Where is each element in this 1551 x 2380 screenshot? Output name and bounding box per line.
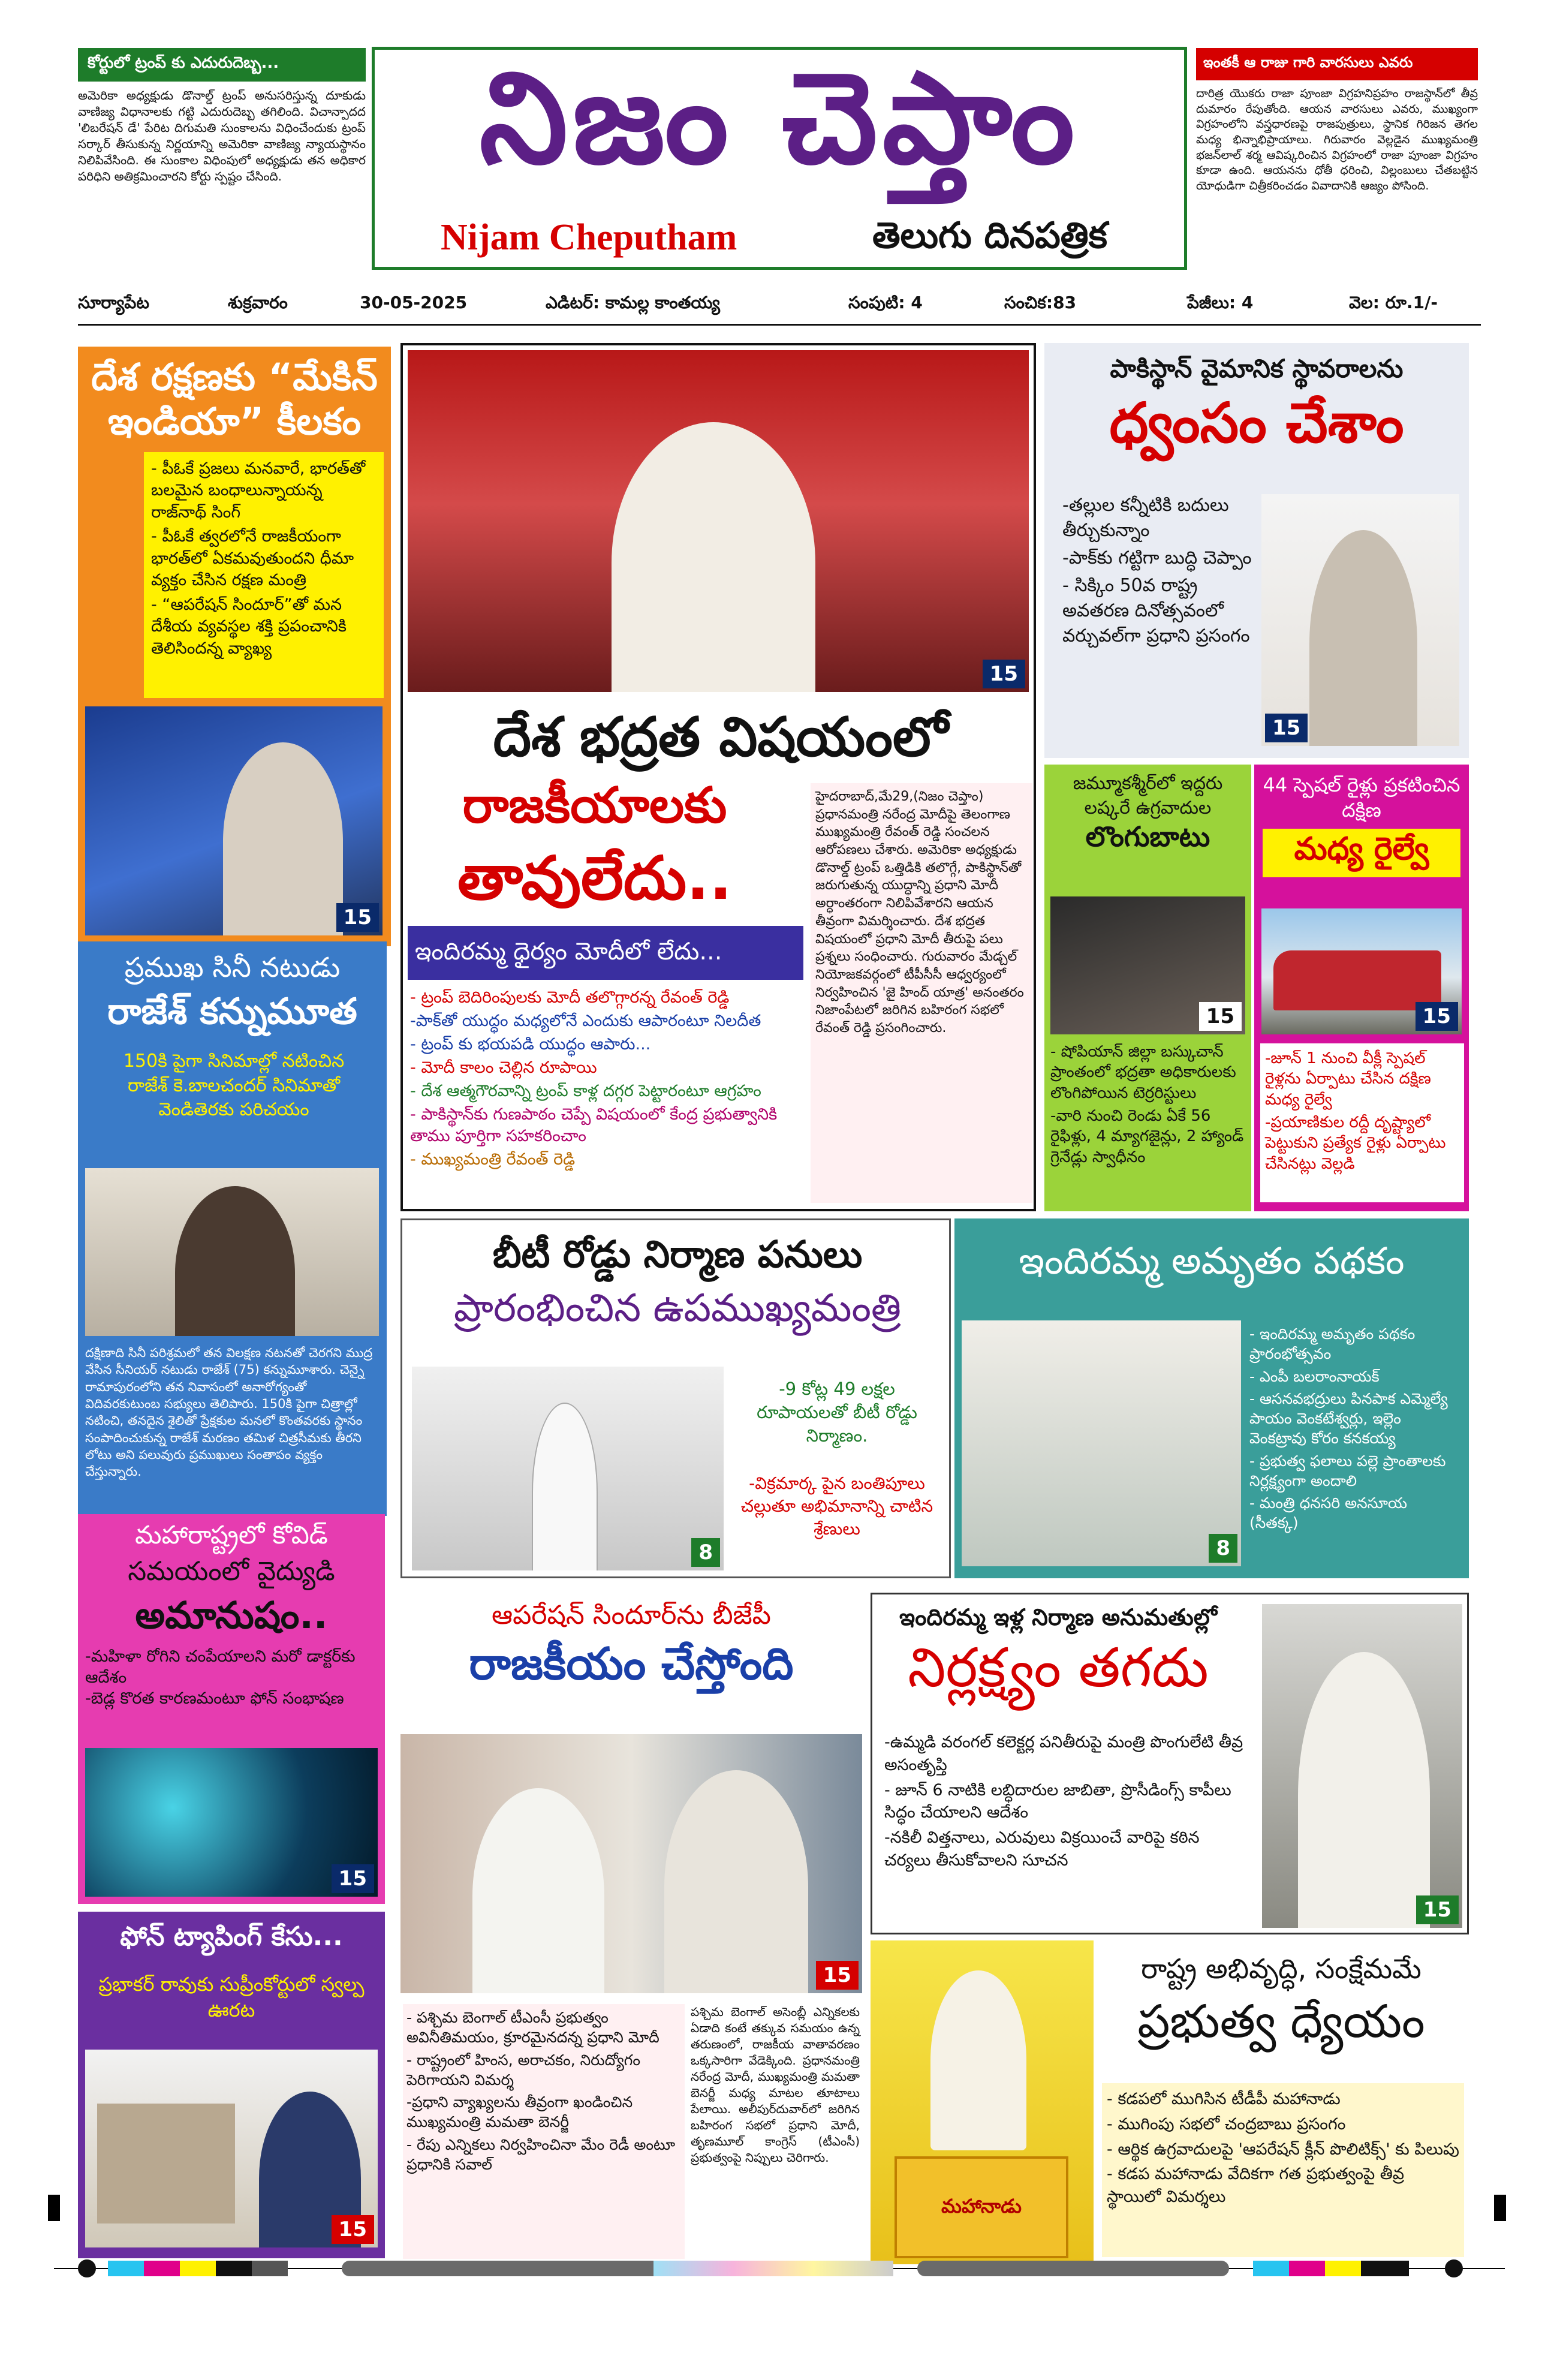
person-silhouette	[664, 1770, 808, 1993]
sindoor-story[interactable]	[400, 1590, 862, 2265]
amrutham-bullets	[1249, 1324, 1460, 1536]
supreme-court-photo[interactable]	[85, 2050, 378, 2247]
logo-subtitle: తెలుగు దినపత్రిక	[872, 215, 1107, 257]
person-silhouette	[1298, 1652, 1430, 1928]
lead-banner: ఇందిరమ్మ ధైర్యం మోదీలో లేదు...	[408, 926, 803, 980]
pages: పేజీలు: 4	[1187, 293, 1254, 312]
page-ref: 15	[336, 903, 379, 932]
lead-headline-1: దేశ భద్రత విషయంలో	[493, 705, 948, 769]
right-teaser-text: దారిత్ర యొకరు రాజా పూంజా విగ్రహనిప్రహం రాజస్థాన్‌లో తీవ్ర దుమారం రేపుతోంది. ఆయన వారసులు ఎవరు, ముఖ్యంగా విగ్రహంలోని వస్త్రధారణపై రాజపుత్రులు, స్థానిక గిరిజన తెగల మధ్య భిన్నాభిప్రాయాలు. గిరువారం వెల్లడైన ముఖ్యమంత్రి భజన్‌లాల్ శర్మ ఆవిష్కరించిన విగ్రహంలో రాజా పూంజా విగ్రహం కూడా ఉంది. ఆయనను ధోతీ ధరించి, విల్లంబులు చేతబట్టిన యోధుడిగా చిత్రీకరించడం వివాదానికి ఆజ్యం పోసింది.	[1196, 87, 1478, 192]
person-silhouette	[1309, 530, 1417, 746]
bullet: -ప్రయాణికుల రద్దీ దృష్ట్యాలో పెట్టుకుని ప్రత్యేక రైళ్లు ఏర్పాటు చేసినట్లు వెల్లడి	[1265, 1113, 1446, 1173]
actor-photo[interactable]	[85, 1168, 379, 1336]
bullet: - ముఖ్యమంత్రి రేవంత్ రెడ్డి	[410, 1150, 576, 1169]
bullet: -పాక్‌తో యుద్ధం మధ్యలోనే ఎందుకు ఆపారంటూ నిలదీత	[410, 1012, 761, 1031]
pakistan-bullets	[1062, 493, 1260, 651]
lead-story[interactable]	[400, 343, 1036, 1211]
state-head-2: ప్రభుత్వ ధ్యేయం	[1137, 1994, 1425, 2048]
train-photo[interactable]	[1261, 908, 1462, 1034]
state-development-story[interactable]	[871, 1940, 1469, 2264]
registration-strip	[54, 2259, 1505, 2277]
price: వెల: రూ.1/-	[1349, 293, 1438, 312]
kashmir-story[interactable]	[1044, 765, 1251, 1211]
terrorists-photo[interactable]	[1050, 896, 1245, 1034]
pakistan-story[interactable]	[1044, 343, 1469, 758]
bullet: - మోదీ కాలం చెల్లిన రూపాయి	[410, 1058, 597, 1078]
actor-body: దక్షిణాది సినీ పరిశ్రమలో తన విలక్షణ నటనతో చెరగని ముద్ర వేసిన సీనియర్ నటుడు రాజేశ్ (75) కన్నుమూశారు. చెన్నై రామాపురంలోని తన నివాసంలో అనారోగ్యంతో విదివరకుటుంబ సభ్యులు తెలిపారు. 150కి పైగా చిత్రాల్లో నటించి, తనదైన శైలితో ప్రేక్షకుల మనలో కొంతవరకు స్థానం సంపాదించుకున్న రాజేశ్ మరణం తమిళ చిత్రసీమకు తీరని లోటు అని పలువురు ప్రముఖులు సంతాపం వ్యక్తం చేస్తున్నారు.	[85, 1346, 373, 1479]
right-teaser	[1196, 48, 1478, 282]
sindoor-head-1: ఆపరేషన్ సిందూర్‌ను బీజేపీ	[492, 1600, 771, 1630]
lead-headline-3: తావులేదు..	[457, 843, 733, 913]
road-inauguration-photo[interactable]	[412, 1367, 724, 1570]
page-ref: 15	[983, 660, 1025, 688]
day: శుక్రవారం	[228, 293, 288, 312]
date: 30-05-2025	[360, 293, 468, 312]
state-head-1: రాష్ట్ర అభివృద్ధి, సంక్షేమమే	[1141, 1952, 1422, 1985]
railway-head-2: మధ్య రైల్వే	[1263, 829, 1460, 877]
bullet: - ట్రంప్ బెదిరింపులకు మోదీ తలొగ్గారన్న రేవంత్ రెడ్డి	[410, 988, 730, 1007]
phone-sub: ప్రభాకర్ రావుకు సుప్రీంకోర్టులో స్వల్ప ఊరట	[98, 1973, 365, 2022]
housing-head-2: నిర్లక్ష్యం తగదు	[908, 1636, 1209, 1699]
bullet: - “ఆపరేషన్ సిందూర్”తో మన దేశీయ వ్యవస్థల శక్తి ప్రపంచానికి తెలిసిందన్న వ్యాఖ్య	[151, 595, 347, 658]
left-teaser	[78, 48, 366, 282]
phone-head: ఫోన్ ట్యాపింగ్ కేసు...	[120, 1921, 343, 1952]
bullet: - దేశ ఆత్మగౌరవాన్ని ట్రంప్ కాళ్ల దగ్గర పెట్టారంటూ ఆగ్రహం	[410, 1082, 761, 1101]
mamata-modi-photo[interactable]	[400, 1734, 862, 1993]
person-silhouette	[532, 1403, 598, 1570]
editor: ఎడిటర్: కామల్ల కాంతయ్య	[546, 293, 720, 312]
chandrababu-photo[interactable]	[871, 1940, 1094, 2264]
railway-head: 44 స్పెషల్ రైళ్లు ప్రకటించిన దక్షిణ	[1263, 774, 1460, 822]
person-silhouette	[472, 1788, 604, 1993]
person-silhouette	[223, 742, 343, 935]
make-in-india-title	[78, 347, 391, 444]
masthead-logo	[372, 47, 1187, 270]
right-teaser-tag[interactable]: ఇంతకీ ఆ రాజు గారి వారసులు ఎవరు	[1196, 48, 1478, 80]
bullet: -మహిళా రోగిని చంపేయాలని మరో డాక్టర్‌కు ఆదేశం	[85, 1647, 356, 1687]
make-in-india-story[interactable]	[78, 347, 391, 946]
logo-text: నిజం చెప్తాం	[479, 47, 1080, 192]
phone-tapping-story[interactable]	[78, 1912, 385, 2258]
amrutham-story[interactable]	[954, 1218, 1469, 1578]
make-in-india-bullets	[144, 452, 384, 698]
page-ref: 8	[691, 1538, 720, 1567]
page-ref: 15	[332, 2215, 374, 2244]
bullet: -నకిలీ విత్తనాలు, ఎరువులు విక్రయించే వారిపై కఠిన చర్యలు తీసుకోవాలని సూచన	[884, 1828, 1200, 1870]
bullet: - షోపియాన్ జిల్లా బస్కుచాన్ ప్రాంతంలో భద్రతా అధికారులకు లొంగిపోయిన టెర్రరిస్టులు	[1050, 1043, 1236, 1102]
pakistan-head-1: పాకిస్థాన్ వైమానిక స్థావరాలను	[1110, 354, 1404, 383]
amrutham-photo[interactable]	[962, 1320, 1241, 1566]
sindoor-head-2: రాజకీయం చేస్తోంది	[469, 1638, 794, 1690]
info-bar	[78, 293, 1481, 319]
housing-story[interactable]	[871, 1593, 1469, 1934]
bullet: - ఆర్థిక ఉగ్రవాదులపై 'ఆపరేషన్ క్లీన్ పొలిటిక్స్' కు పిలుపు	[1107, 2140, 1459, 2159]
bt-road-story[interactable]	[400, 1218, 951, 1578]
kashmir-head: జమ్మూకశ్మీర్‌లో ఇద్దరు లష్కరే ఉగ్రవాదుల	[1073, 773, 1223, 819]
railway-bullets	[1260, 1043, 1464, 1202]
lead-headline-2: రాజకీయాలకు	[462, 777, 727, 834]
volume: సంపుటి: 4	[848, 293, 923, 312]
bullet: -బెడ్ల కొరత కారణమంటూ ఫోన్ సంభాషణ	[85, 1689, 344, 1708]
actor-story[interactable]	[78, 941, 387, 1516]
revanth-photo[interactable]	[408, 350, 1029, 692]
bullet: -వారి నుంచి రెండు ఏకే 56 రైఫిళ్లు, 4 మ్యాగజైన్లు, 2 హ్యాండ్ గ్రెనేడ్లు స్వాధీనం	[1050, 1106, 1244, 1166]
rajnath-photo[interactable]	[85, 706, 383, 935]
actor-head-2: రాజేశ్ కన్నుమూత	[107, 991, 357, 1033]
pakistan-head-2: ధ్వంసం చేశాం	[1109, 391, 1404, 455]
kashmir-head-2: లొంగుబాటు	[1085, 820, 1210, 853]
modi-photo[interactable]	[1261, 494, 1459, 746]
housing-bullets	[884, 1731, 1250, 1874]
railway-story[interactable]	[1254, 765, 1469, 1211]
bt-road-head-2: ప్రారంభించిన ఉపముఖ్యమంత్రి	[453, 1286, 902, 1331]
person-silhouette	[930, 1970, 1026, 2150]
title-line-1: దేశ రక్షణకు “మేకిన్	[91, 355, 378, 399]
covid-head-1: మహారాష్ట్రలో కోవిడ్	[135, 1520, 328, 1549]
bullet: - పీఓకే ప్రజలు మనవారే, భారత్‌తో బలమైన బంధాలున్నాయన్న రాజ్‌నాథ్ సింగ్	[151, 459, 366, 522]
bullet: -ఉమ్మడి వరంగల్ కలెక్టర్ల పనితీరుపై మంత్రి పొంగులేటి తీవ్ర అసంతృప్తి	[884, 1733, 1243, 1774]
left-teaser-text: అమెరికా అధ్యక్షుడు డొనాల్డ్ ట్రంప్ అనుసరిస్తున్న దూకుడు వాణిజ్య విధానాలకు గట్టి ఎదురుదెబ్బ తగిలింది. విచాన్పాదద 'లిబరేషన్ డే' పేరిట దిగుమతి సుంకాలను విధించేందుకు ట్రంప్ సర్కార్ తీసుకున్న నిర్ణయాన్ని అమెరికా వాణిజ్య న్యాయస్థానం నిలిపివేసింది. ఈ సుంకాల విధింపులో అధ్యక్షుడు తన అధికార పరిధిని అతిక్రమించారని కోర్టు స్పష్టం చేసింది.	[78, 88, 366, 183]
bullet: - ఎంపీ బలరాంనాయక్	[1249, 1367, 1380, 1385]
bullet: - ట్రంప్ కు భయపడి యుద్ధం ఆపారు...	[410, 1035, 651, 1054]
page-ref: 8	[1209, 1534, 1237, 1563]
bt-road-bullet-1: -9 కోట్ల 49 లక్షల రూపాయలతో బీటీ రోడ్డు నిర్మాణం.	[757, 1379, 917, 1446]
bullet: - పశ్చిమ బెంగాల్ టీఎంసీ ప్రభుత్వం అవినీతిమయం, క్రూరమైనదన్న ప్రధాని మోదీ	[406, 2009, 659, 2047]
bullet: - ప్రభుత్వ ఫలాలు పల్లె ప్రాంతాలకు నిర్లక్ష్యంగా అందాలి	[1249, 1452, 1446, 1490]
lead-bullets	[410, 987, 806, 1172]
page-ref: 15	[1265, 714, 1308, 742]
page-ref: 15	[1199, 1002, 1242, 1031]
bullet: -తల్లుల కన్నీటికి బదులు తీర్చుకున్నాం	[1062, 495, 1229, 541]
actor-sub: 150కి పైగా సినిమాల్లో నటించిన రాజేశ్ కె.బాలచందర్ సినిమాతో వెండితెరకు పరిచయం	[123, 1051, 345, 1120]
bt-road-bullet-2: -విక్రమార్క పైన బంతిపూలు చల్లుతూ అభిమానాన్ని చాటిన శ్రేణులు	[740, 1473, 933, 1539]
bullet: -జూన్ 1 నుంచి వీక్లీ స్పెషల్ రైళ్లను ఏర్పాటు చేసిన దక్షిణ మధ్య రైల్వే	[1265, 1049, 1431, 1109]
place: సూర్యాపేట	[78, 293, 149, 312]
covid-story[interactable]	[78, 1514, 385, 1904]
amrutham-head: ఇందిరమ్మ అమృతం పథకం	[1019, 1239, 1405, 1283]
kashmir-bullets	[1050, 1042, 1248, 1170]
bullet: - ఇందిరమ్మ అమృతం పథకం ప్రారంభోత్సవం	[1249, 1325, 1416, 1363]
page-ref: 15	[816, 1961, 859, 1990]
bullet: - జూన్ 6 నాటికి లబ్ధిదారుల జాబితా, ప్రొసీడింగ్స్ కాపీలు సిద్ధం చేయాలని ఆదేశం	[884, 1780, 1231, 1822]
registration-mark-right	[1494, 2195, 1506, 2221]
train-shape	[1273, 950, 1441, 1010]
bullet: - పాకిస్థాన్‌కు గుణపాఠం చెప్పే విషయంలో కేంద్ర ప్రభుత్వానికి తాము పూర్తిగా సహకరించాం	[410, 1105, 778, 1145]
bullet: - రాష్ట్రంలో హింస, అరాచకం, నిరుద్యోగం పెరిగాయని విమర్శ	[406, 2051, 641, 2089]
mahanadu-banner: మహానాడు	[895, 2156, 1068, 2258]
person-silhouette	[175, 1186, 295, 1336]
bullet: - మంత్రి ధనసరి అనసూయ (సీతక్క)	[1249, 1494, 1408, 1532]
housing-head-1: ఇందిరమ్మ ఇళ్ల నిర్మాణ అనుమతుల్లో	[899, 1604, 1217, 1630]
bullet: - కడపలో ముగిసిన టీడీపీ మహానాడు	[1107, 2090, 1341, 2108]
page-ref: 15	[1416, 1002, 1458, 1031]
bullet: - పీఓకే త్వరలోనే రాజకీయంగా భారత్‌లో ఏకమవుతుందని ధీమా వ్యక్తం చేసిన రక్షణ మంత్రి	[151, 527, 354, 590]
sindoor-bullets	[403, 2004, 685, 2259]
bullet: -ప్రధాని వ్యాఖ్యలను తీవ్రంగా ఖండించిన ముఖ్యమంత్రి మమతా బెనర్జీ	[406, 2093, 633, 2131]
bullet: - ముగింపు సభలో చంద్రబాబు ప్రసంగం	[1107, 2114, 1346, 2134]
info-divider	[78, 324, 1481, 326]
logo-english: Nijam Cheputham	[441, 217, 737, 258]
bullet: -పాక్‌కు గట్టిగా బుద్ధి చెప్పాం	[1062, 547, 1252, 568]
bt-road-head-1: బీటీ రోడ్డు నిర్మాణ పనులు	[492, 1232, 863, 1276]
issue: సంచిక:83	[1004, 293, 1077, 312]
title-line-2: ఇండియా” కీలకం	[107, 399, 362, 444]
registration-mark-left	[48, 2195, 60, 2221]
covid-head-3: అమానుషం..	[135, 1593, 328, 1637]
virus-photo[interactable]	[85, 1748, 378, 1897]
actor-head-1: ప్రముఖ సినీ నటుడు	[124, 951, 341, 983]
ponguleti-photo[interactable]	[1262, 1604, 1462, 1928]
bullet: - కడప మహానాడు వేదికగా గత ప్రభుత్వంపై తీవ్ర స్థాయిలో విమర్శలు	[1107, 2165, 1405, 2207]
left-teaser-tag[interactable]: కోర్టులో ట్రంప్ కు ఎదురుదెబ్బ...	[78, 48, 366, 82]
court-building	[97, 2104, 235, 2223]
person-silhouette	[612, 422, 815, 692]
lead-body: హైదరాబాద్,మే29,(నిజం చెప్తాం) ప్రధానమంత్రి నరేంద్ర మోదీపై తెలంగాణ ముఖ్యమంత్రి రేవంత్ రెడ్డి సంచలన ఆరోపణలు చేశారు. అమెరికా అధ్యక్షుడు డొనాల్డ్ ట్రంప్ ఒత్తిడికి తలొగ్గే, పాకిస్థాన్‌తో జరుగుతున్న యుద్ధాన్ని ప్రధాని మోదీ అర్ధాంతరంగా నిలిపివేశారని ఆయన తీవ్రంగా విమర్శించారు. దేశ భద్రత విషయంలో ప్రధాని మోదీ తీరుపై పలు ప్రశ్నలు సంధించారు. గురువారం మేడ్చల్ నియోజకవర్గంలో టీపీసీసీ ఆధ్వర్యంలో నిర్వహించిన 'జై హింద్ యాత్ర' అనంతరం నిజాంపేటలో జరిగిన బహిరంగ సభలో రేవంత్ రెడ్డి ప్రసంగించారు.	[811, 783, 1032, 1203]
bullet: - ఆసనవభద్రులు పినపాక ఎమ్మెల్యే పాయం వెంకటేశ్వర్లు, ఇల్లెం వెంకట్రావు కోరం కనకయ్య	[1249, 1389, 1448, 1448]
bullet: - రేపు ఎన్నికలు నిర్వహించినా మేం రెడీ అంటూ ప్రధానికి సవాల్	[406, 2135, 676, 2173]
covid-head-2: సమయంలో వైద్యుడి	[128, 1556, 335, 1587]
page-ref: 15	[1416, 1895, 1459, 1924]
sindoor-body: పశ్చిమ బెంగాల్ అసెంబ్లీ ఎన్నికలకు ఏడాది కంటే తక్కువ సమయం ఉన్న తరుణంలో, రాజకీయ వాతావరణం ఒక్కసారిగా వేడెక్కింది. ప్రధానమంత్రి నరేంద్ర మోదీ, ముఖ్యమంత్రి మమతా బెనర్జీ మధ్య మాటల తూటాలు పేలాయి. అలీపుర్‌దువార్‌లో జరిగిన బహిరంగ సభలో ప్రధాని మోదీ, తృణమూల్ కాంగ్రెస్ (టీఎంసీ) ప్రభుత్వంపై నిప్పులు చెరిగారు.	[691, 2005, 860, 2165]
covid-bullets	[85, 1646, 378, 1709]
state-bullets	[1102, 2083, 1464, 2257]
bullet: - సిక్కిం 50వ రాష్ట్ర అవతరణ దినోత్సవంలో వర్చువల్‌గా ప్రధాని ప్రసంగం	[1062, 575, 1250, 646]
page-ref: 15	[332, 1864, 374, 1893]
